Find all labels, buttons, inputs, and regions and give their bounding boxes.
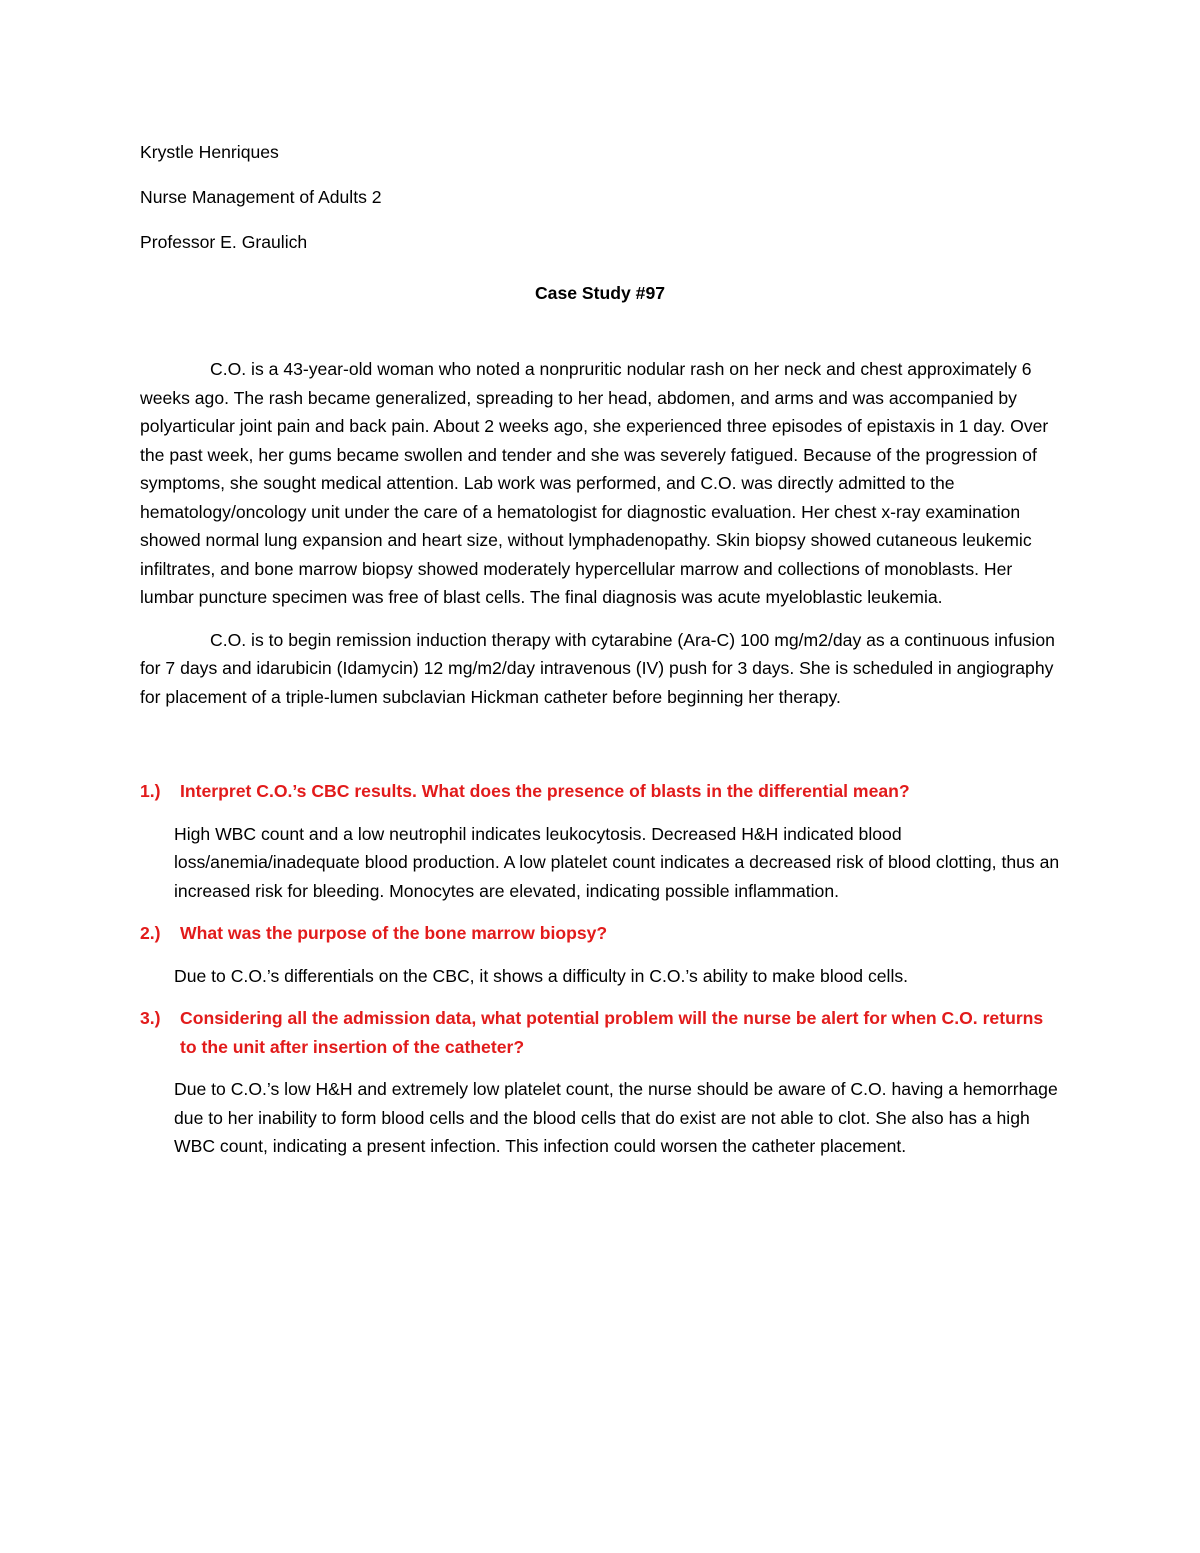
answer-2: Due to C.O.’s differentials on the CBC, it shows a difficulty in C.O.’s ability to make blood cells. <box>174 965 909 986</box>
section-spacer <box>140 725 1060 777</box>
professor-name: Professor E. Graulich <box>140 232 308 252</box>
answer-3: Due to C.O.’s low H&H and extremely low platelet count, the nurse should be aware of C.O. having a hemorrhage due to her inability to form blood cells and the blood cells that do exist are not able to clot. She also has a high WBC count, indicating a present infection. This infection could worsen the catheter placement. <box>174 1079 1058 1156</box>
question-number: 2.) <box>140 923 161 943</box>
case-paragraph: C.O. is to begin remission induction therapy with cytarabine (Ara-C) 100 mg/m2/day as a continuous infusion for 7 days and idarubicin (Idamycin) 12 mg/m2/day intravenous (IV) push for 3 days. She is scheduled in angiography for placement of a triple-lumen subclavian Hickman catheter before beginning her therapy. <box>140 629 1055 707</box>
question-2 <box>140 919 1060 948</box>
document-title: Case Study #97 <box>534 283 666 303</box>
question-3 <box>140 1004 1060 1061</box>
question-number: 3.) <box>140 1008 161 1028</box>
course-name: Nurse Management of Adults 2 <box>140 187 382 207</box>
author-name: Krystle Henriques <box>140 142 279 162</box>
question-text: Interpret C.O.’s CBC results. What does the presence of blasts in the differential mean? <box>180 781 910 801</box>
case-paragraph: C.O. is a 43-year-old woman who noted a nonpruritic nodular rash on her neck and chest approximately 6 weeks ago. The rash became generalized, spreading to her head, abdomen, and arms and was accompanied by polyarticular joint pain and back pain. About 2 weeks ago, she experienced three episodes of epistaxis in 1 day. Over the past week, her gums became swollen and tender and she was severely fatigued. Because of the progression of symptoms, she sought medical attention. Lab work was performed, and C.O. was directly admitted to the hematology/oncology unit under the care of a hematologist for diagnostic evaluation. Her chest x-ray examination showed normal lung expansion and heart size, without lymphadenopathy. Skin biopsy showed cutaneous leukemic infiltrates, and bone marrow biopsy showed moderately hypercellular marrow and collections of monoblasts. Her lumbar puncture specimen was free of blast cells. The final diagnosis was acute myeloblastic leukemia. <box>140 359 1049 607</box>
question-number: 1.) <box>140 781 161 801</box>
question-text: Considering all the admission data, what potential problem will the nurse be alert for when C.O. returns to the unit after insertion of the catheter? <box>180 1008 1044 1057</box>
question-1 <box>140 777 1060 806</box>
question-text: What was the purpose of the bone marrow biopsy? <box>180 923 608 943</box>
answer-1: High WBC count and a low neutrophil indicates leukocytosis. Decreased H&H indicated blood loss/anemia/inadequate blood production. A low platelet count indicates a decreased risk of blood clotting, thus an increased risk for bleeding. Monocytes are elevated, indicating possible inflammation. <box>174 823 1060 901</box>
